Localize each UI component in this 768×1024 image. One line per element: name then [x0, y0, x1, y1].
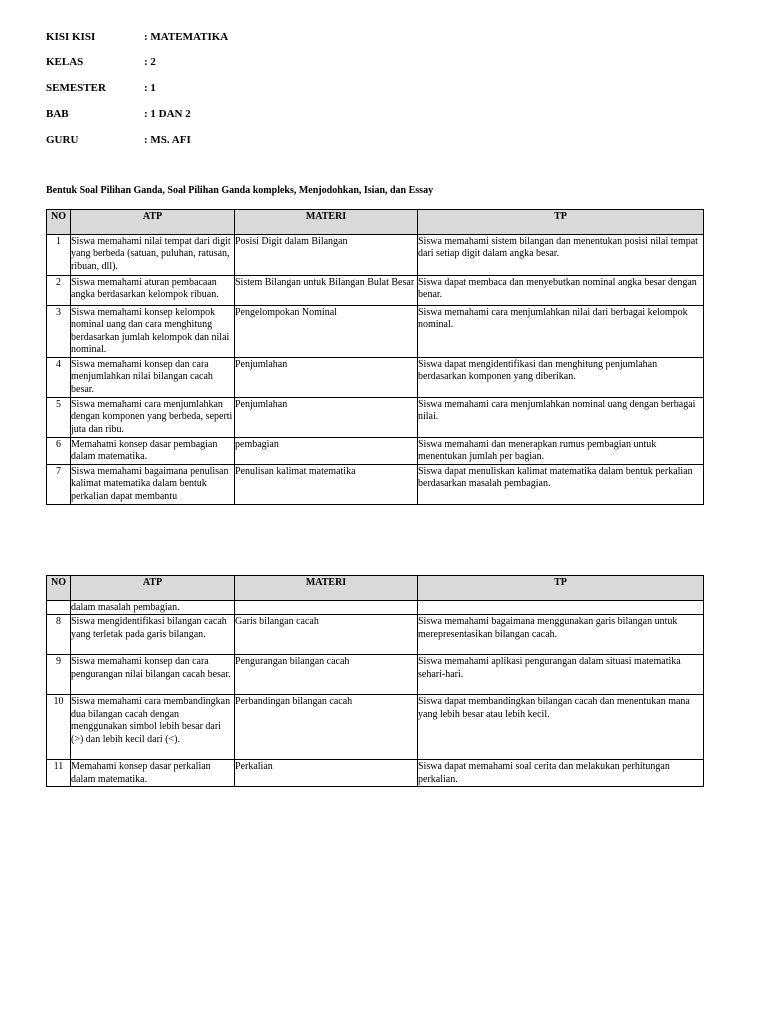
column-header-tp: TP [418, 576, 704, 601]
header-field-guru [46, 134, 191, 147]
table-header-row [47, 576, 704, 601]
cell-tp: Siswa memahami cara menjumlahkan nominal uang dengan berbagai nilai. [418, 398, 704, 438]
column-header-no: NO [47, 576, 71, 601]
table-row [47, 306, 704, 358]
cell-materi: Pengurangan bilangan cacah [235, 655, 418, 695]
table-row [47, 695, 704, 760]
cell-tp: Siswa memahami bagaimana menggunakan garis bilangan untuk merepresentasikan bilangan cacah. [418, 615, 704, 655]
cell-atp: Memahami konsep dasar perkalian dalam matematika. [71, 760, 235, 787]
table-row [47, 438, 704, 465]
cell-materi: pembagian [235, 438, 418, 465]
kisi-table-page-1 [46, 209, 704, 505]
cell-atp: Siswa memahami bagaimana penulisan kalimat matematika dalam bentuk perkalian dapat membantu [71, 465, 235, 505]
field-label: SEMESTER [46, 82, 106, 94]
field-value: : MS. AFI [144, 134, 191, 146]
cell-atp: dalam masalah pembagian. [71, 601, 235, 615]
header-field-kelas [46, 56, 156, 69]
cell-no: 7 [47, 465, 71, 505]
cell-materi: Garis bilangan cacah [235, 615, 418, 655]
cell-atp: Siswa memahami konsep dan cara pengurangan nilai bilangan cacah besar. [71, 655, 235, 695]
cell-atp: Siswa mengidentifikasi bilangan cacah yang terletak pada garis bilangan. [71, 615, 235, 655]
table-row [47, 601, 704, 615]
cell-no: 5 [47, 398, 71, 438]
cell-materi: Penjumlahan [235, 358, 418, 398]
cell-no: 6 [47, 438, 71, 465]
table-row [47, 465, 704, 505]
cell-no: 1 [47, 235, 71, 276]
cell-atp: Siswa memahami cara menjumlahkan dengan komponen yang berbeda, seperti juta dan ribu. [71, 398, 235, 438]
field-value: : MATEMATIKA [144, 31, 229, 43]
cell-no: 4 [47, 358, 71, 398]
cell-atp: Siswa memahami konsep dan cara menjumlahkan nilai bilangan cacah besar. [71, 358, 235, 398]
table-row [47, 615, 704, 655]
cell-no [47, 601, 71, 615]
cell-tp: Siswa memahami aplikasi pengurangan dalam situasi matematika sehari-hari. [418, 655, 704, 695]
cell-tp: Siswa memahami sistem bilangan dan menentukan posisi nilai tempat dari setiap digit dalam angka besar. [418, 235, 704, 276]
field-value: : 1 [144, 82, 156, 94]
header-field-kisi [46, 31, 228, 44]
table-row [47, 235, 704, 276]
table-row [47, 276, 704, 306]
cell-tp: Siswa memahami cara menjumlahkan nilai dari berbagai kelompok nominal. [418, 306, 704, 358]
kisi-table-page-2 [46, 575, 704, 787]
field-label: KELAS [46, 56, 84, 68]
cell-tp: Siswa dapat mengidentifikasi dan menghitung penjumlahan berdasarkan komponen yang diberikan. [418, 358, 704, 398]
cell-tp: Siswa dapat menuliskan kalimat matematika dalam bentuk perkalian berdasarkan masalah pembagian. [418, 465, 704, 505]
column-header-atp: ATP [71, 210, 235, 235]
cell-tp [418, 601, 704, 615]
table-header-row [47, 210, 704, 235]
field-label: KISI KISI [46, 31, 96, 43]
table-row [47, 760, 704, 787]
cell-atp: Siswa memahami nilai tempat dari digit yang berbeda (satuan, puluhan, ratusan, ribuan, dll). [71, 235, 235, 276]
cell-materi: Penulisan kalimat matematika [235, 465, 418, 505]
cell-no: 3 [47, 306, 71, 358]
field-label: BAB [46, 108, 69, 120]
cell-no: 9 [47, 655, 71, 695]
column-header-atp: ATP [71, 576, 235, 601]
cell-materi [235, 601, 418, 615]
field-value: : 1 DAN 2 [144, 108, 191, 120]
cell-materi: Penjumlahan [235, 398, 418, 438]
column-header-tp: TP [418, 210, 704, 235]
table-row [47, 655, 704, 695]
column-header-materi: MATERI [235, 210, 418, 235]
cell-atp: Siswa memahami cara membandingkan dua bilangan cacah dengan menggunakan simbol lebih besar dari (>) dan lebih kecil dari (<). [71, 695, 235, 760]
cell-tp: Siswa dapat memahami soal cerita dan melakukan perhitungan perkalian. [418, 760, 704, 787]
cell-no: 2 [47, 276, 71, 306]
cell-atp: Siswa memahami aturan pembacaan angka berdasarkan kelompok ribuan. [71, 276, 235, 306]
field-value: : 2 [144, 56, 156, 68]
table-row [47, 398, 704, 438]
cell-no: 11 [47, 760, 71, 787]
cell-tp: Siswa dapat membaca dan menyebutkan nominal angka besar dengan benar. [418, 276, 704, 306]
cell-atp: Siswa memahami konsep kelompok nominal uang dan cara menghitung berdasarkan jumlah kelompok dan nilai nominal. [71, 306, 235, 358]
column-header-materi: MATERI [235, 576, 418, 601]
question-format-subtitle: Bentuk Soal Pilihan Ganda, Soal Pilihan Ganda kompleks, Menjodohkan, Isian, dan Essay [46, 185, 434, 196]
cell-materi: Sistem Bilangan untuk Bilangan Bulat Besar [235, 276, 418, 306]
cell-materi: Pengelompokan Nominal [235, 306, 418, 358]
field-label: GURU [46, 134, 79, 146]
cell-tp: Siswa memahami dan menerapkan rumus pembagian untuk menentukan jumlah per bagian. [418, 438, 704, 465]
cell-materi: Perbandingan bilangan cacah [235, 695, 418, 760]
cell-no: 10 [47, 695, 71, 760]
cell-no: 8 [47, 615, 71, 655]
cell-materi: Posisi Digit dalam Bilangan [235, 235, 418, 276]
table-row [47, 358, 704, 398]
cell-tp: Siswa dapat membandingkan bilangan cacah dan menentukan mana yang lebih besar atau lebih kecil. [418, 695, 704, 760]
cell-materi: Perkalian [235, 760, 418, 787]
header-field-semester [46, 82, 156, 95]
column-header-no: NO [47, 210, 71, 235]
cell-atp: Memahami konsep dasar pembagian dalam matematika. [71, 438, 235, 465]
header-field-bab [46, 108, 191, 121]
